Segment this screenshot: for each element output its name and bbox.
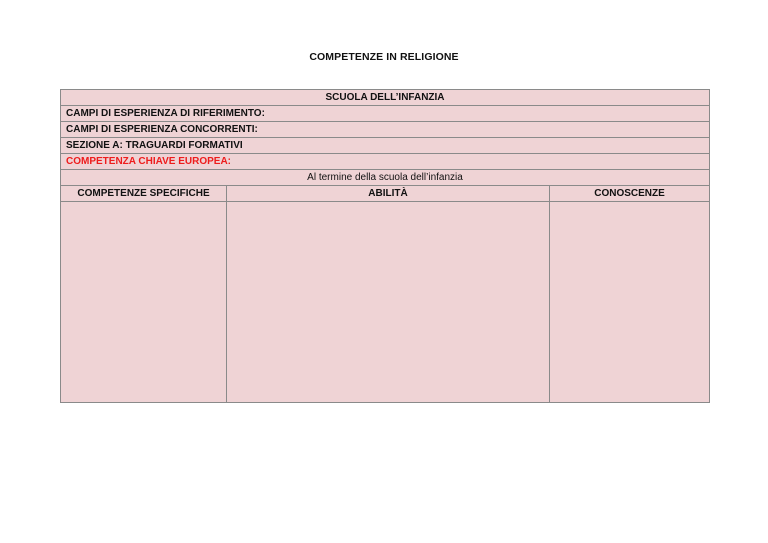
cell-conoscenze bbox=[550, 202, 709, 402]
column-header-abilita: ABILITÀ bbox=[227, 186, 549, 202]
table-subheader: Al termine della scuola dell’infanzia bbox=[61, 170, 709, 186]
column-header-competenze: COMPETENZE SPECIFICHE bbox=[61, 186, 226, 202]
document-title: COMPETENZE IN RELIGIONE bbox=[309, 51, 459, 63]
row-competenza-chiave: COMPETENZA CHIAVE EUROPEA: bbox=[61, 154, 709, 170]
table-header-scuola: SCUOLA DELL’INFANZIA bbox=[61, 90, 709, 106]
competence-table bbox=[60, 89, 710, 403]
column-header-conoscenze: CONOSCENZE bbox=[550, 186, 709, 202]
cell-competenze bbox=[61, 202, 226, 402]
row-campi-concorrenti: CAMPI DI ESPERIENZA CONCORRENTI: bbox=[61, 122, 709, 138]
row-traguardi-formativi: SEZIONE A: TRAGUARDI FORMATIVI bbox=[61, 138, 709, 154]
row-campi-riferimento: CAMPI DI ESPERIENZA DI RIFERIMENTO: bbox=[61, 106, 709, 122]
cell-abilita bbox=[227, 202, 549, 402]
